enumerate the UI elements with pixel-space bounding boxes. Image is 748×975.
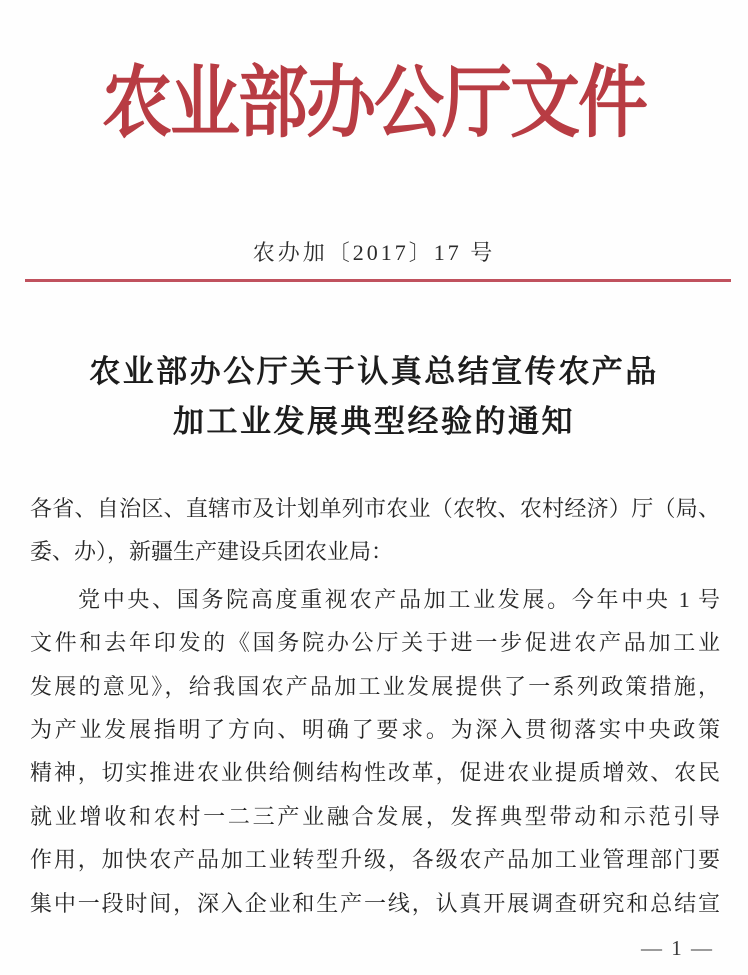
body-line: 为产业发展指明了方向、明确了要求。为深入贯彻落实中央政策 [30,716,720,742]
body-line: 作用，加快农产品加工业转型升级，各级农产品加工业管理部门要 [30,847,720,873]
body-line: 党中央、国务院高度重视农产品加工业发展。今年中央 1 号 [78,586,720,612]
notice-title [0,347,748,447]
body-line: 委、办），新疆生产建设兵团农业局： [30,539,394,565]
body-line: 就业增收和农村一二三产业融合发展，发挥典型带动和示范引导 [30,803,720,829]
notice-title-line-1: 农业部办公厅关于认真总结宣传农产品 [89,354,659,389]
notice-title-line-2: 加工业发展典型经验的通知 [173,404,575,439]
body-line: 精神，切实推进农业供给侧结构性改革，促进农业提质增效、农民 [30,760,720,786]
body-text [30,487,720,925]
red-divider-rule [25,279,731,282]
page-number: — 1 — [641,936,714,960]
body-line: 文件和去年印发的《国务院办公厅关于进一步促进农产品加工业 [30,630,720,656]
document-number: 农办加〔2017〕17 号 [252,240,496,265]
body-line: 各省、自治区、直辖市及计划单列市农业（农牧、农村经济）厅（局、 [30,496,720,521]
letterhead-title: 农业部办公厅文件 [102,61,646,148]
body-line: 集中一段时间，深入企业和生产一线，认真开展调查研究和总结宣 [30,890,720,916]
body-line: 发展的意见》，给我国农产品加工业发展提供了一系列政策措施， [30,673,720,699]
